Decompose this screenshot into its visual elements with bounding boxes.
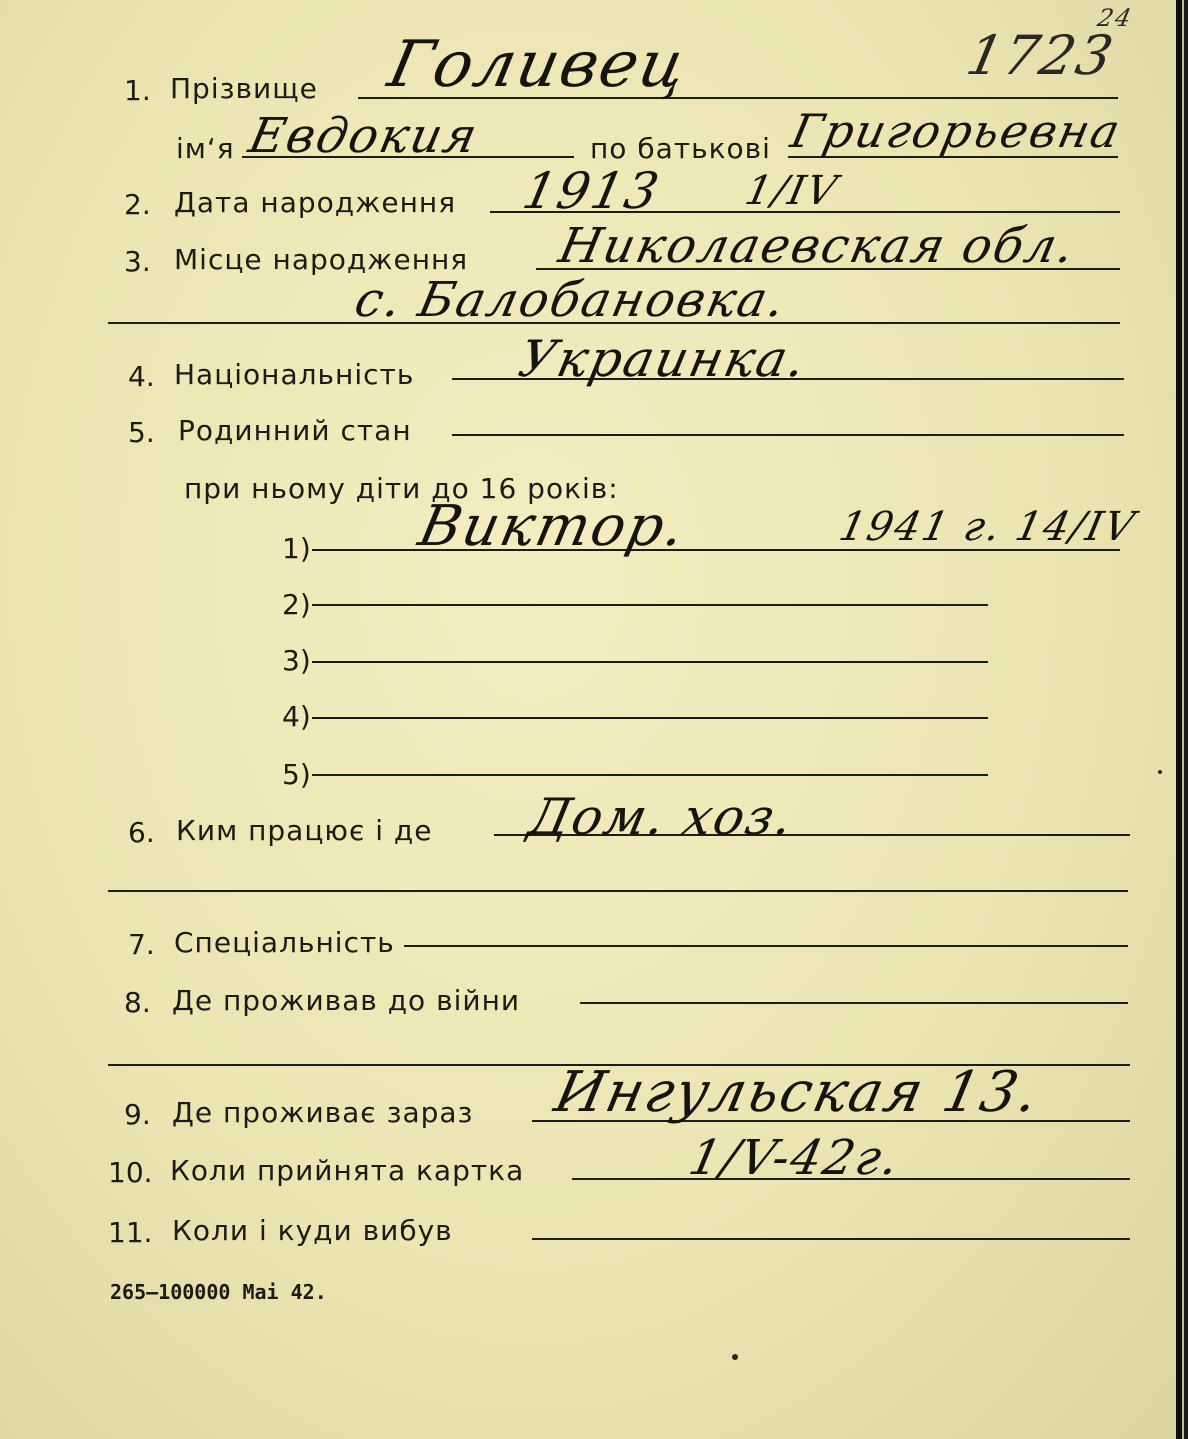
- departure-label: Коли і куди вибув: [172, 1214, 453, 1247]
- specialty-line: [404, 945, 1128, 947]
- nationality-value[interactable]: Украинка.: [513, 330, 813, 388]
- nationality-label: Національність: [174, 358, 415, 391]
- field-number-10: 10.: [108, 1156, 153, 1189]
- field-number-2: 2.: [124, 188, 151, 221]
- child-number-4: 4): [282, 700, 311, 733]
- child-number-1: 1): [282, 532, 311, 565]
- specialty-label: Спеціальність: [174, 926, 395, 959]
- field-number-8: 8.: [124, 986, 151, 1019]
- child-birth-1[interactable]: 1941 г. 14/IV: [835, 504, 1141, 550]
- current-residence-label: Де проживає зараз: [172, 1096, 474, 1129]
- patronymic-value[interactable]: Григорьевна: [786, 104, 1127, 158]
- archive-number-superscript: 24: [1095, 4, 1136, 32]
- birth-place-value-line2[interactable]: с. Балобановка.: [350, 272, 792, 328]
- scan-edge: [1176, 0, 1182, 1439]
- family-status-label: Родинний стан: [178, 414, 412, 447]
- departure-line: [532, 1238, 1130, 1240]
- field-number-3: 3.: [124, 245, 151, 278]
- field-number-11: 11.: [108, 1216, 153, 1249]
- child-number-3: 3): [282, 644, 311, 677]
- child-line-5: [312, 774, 988, 776]
- child-line-2: [312, 604, 988, 606]
- prewar-residence-line: [580, 1002, 1128, 1004]
- child-line-3: [312, 661, 988, 663]
- ink-speck: [1158, 770, 1162, 774]
- card-accepted-value[interactable]: 1/V-42г.: [684, 1130, 906, 1186]
- child-value-1[interactable]: Виктор.: [413, 494, 693, 559]
- first-name-label: ім‘я: [176, 132, 235, 165]
- birth-date-value[interactable]: 1913: [517, 162, 666, 220]
- child-number-5: 5): [282, 758, 311, 791]
- child-line-4: [312, 717, 988, 719]
- surname-label: Прізвище: [170, 72, 318, 105]
- field-number-4: 4.: [128, 360, 155, 393]
- occupation-value[interactable]: Дом. хоз.: [523, 788, 800, 846]
- field-number-9: 9.: [124, 1098, 151, 1131]
- birth-place-label: Місце народження: [174, 243, 469, 276]
- first-name-value[interactable]: Евдокия: [244, 108, 484, 164]
- child-number-2: 2): [282, 588, 311, 621]
- print-code: 265—100000 Mai 42.: [110, 1280, 327, 1304]
- birth-date-day-month[interactable]: 1/IV: [741, 168, 843, 214]
- occupation-label: Ким працює і де: [176, 814, 433, 847]
- family-status-line: [452, 434, 1124, 436]
- archive-number: 1723: [961, 24, 1121, 87]
- occupation-line-2: [108, 890, 1128, 892]
- prewar-residence-label: Де проживав до війни: [172, 984, 521, 1017]
- current-residence-value[interactable]: Ингульская 13.: [549, 1060, 1046, 1125]
- field-number-1: 1.: [124, 74, 151, 107]
- ink-speck: [732, 1354, 738, 1360]
- field-number-5: 5.: [128, 416, 155, 449]
- patronymic-label: по батькові: [590, 132, 771, 165]
- birth-date-label: Дата народження: [174, 186, 457, 219]
- children-heading: при ньому діти до 16 років:: [184, 472, 619, 505]
- field-number-6: 6.: [128, 816, 155, 849]
- surname-value[interactable]: Голивец: [382, 28, 695, 102]
- card-accepted-label: Коли прийнята картка: [170, 1154, 525, 1187]
- birth-place-value[interactable]: Николаевская обл.: [554, 218, 1082, 274]
- field-number-7: 7.: [128, 928, 155, 961]
